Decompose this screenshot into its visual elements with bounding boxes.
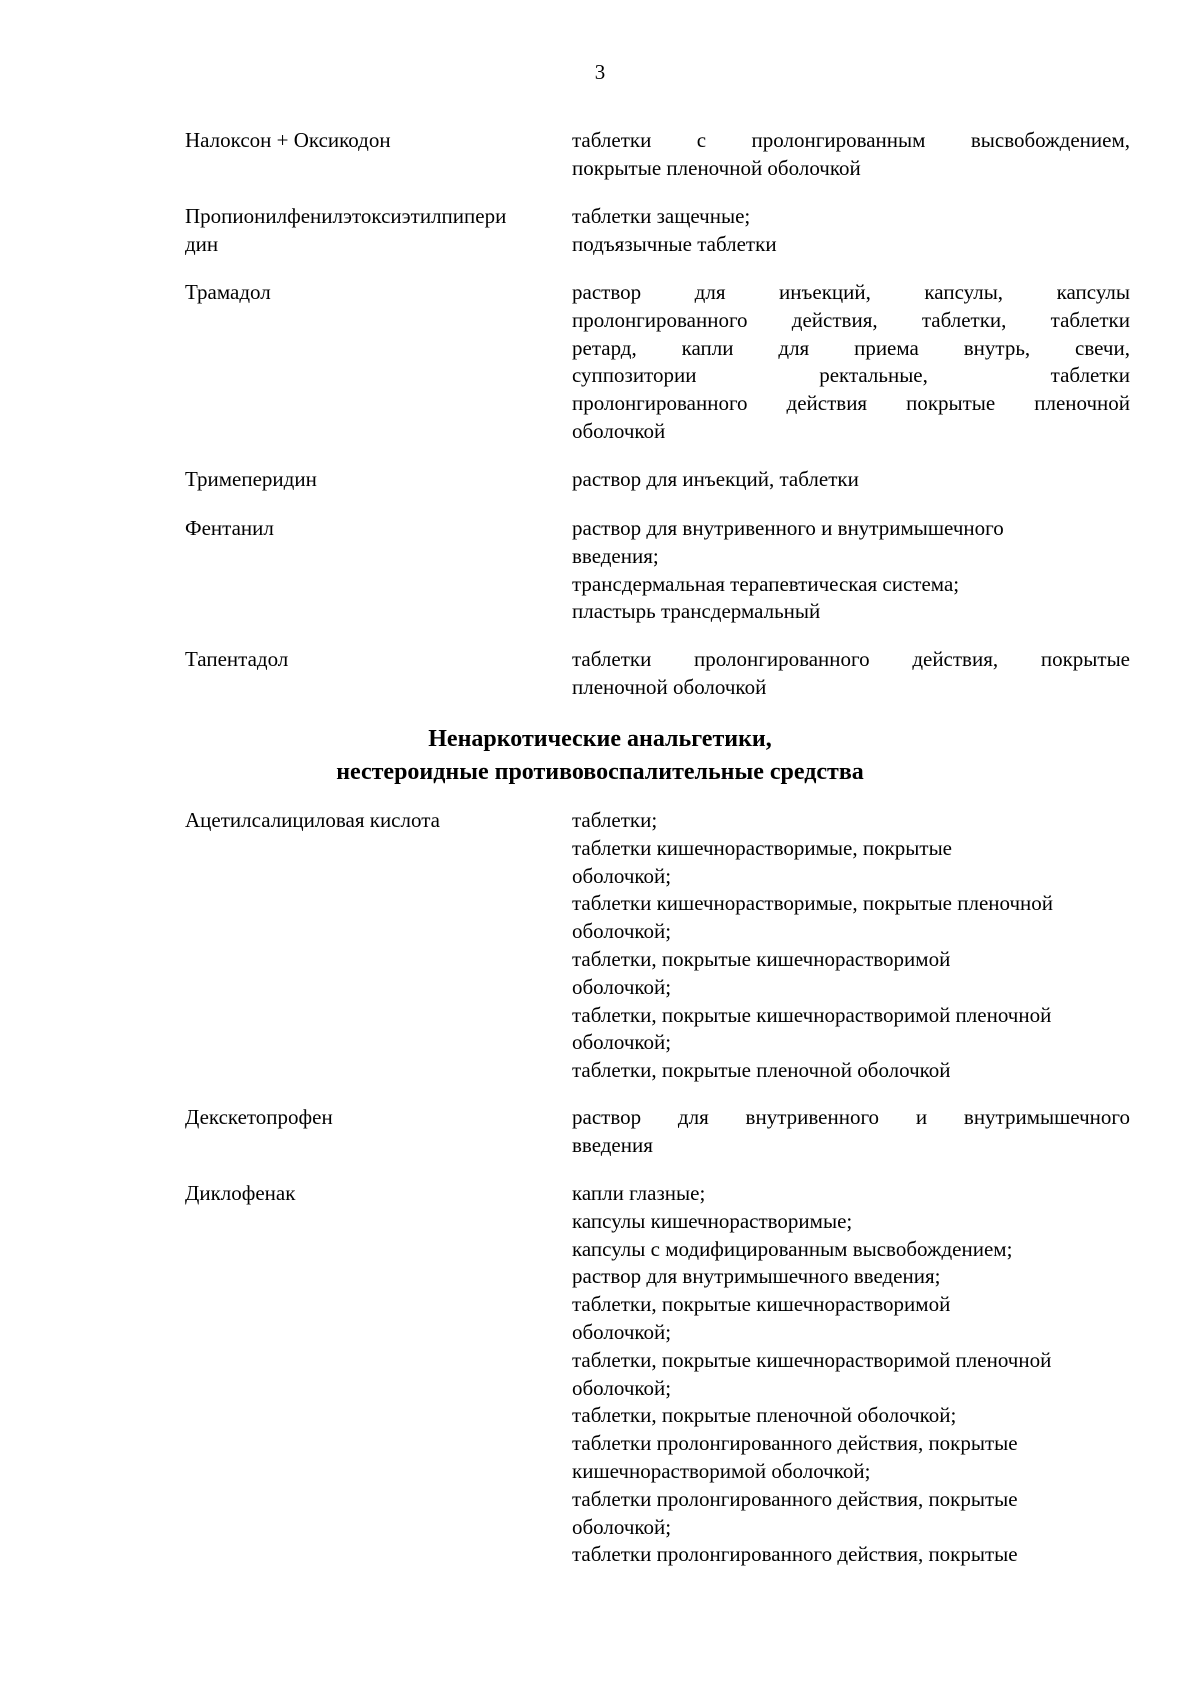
dosage-form-line: трансдермальная терапевтическая система; xyxy=(572,571,960,596)
drug-entry-fentanyl xyxy=(185,515,1130,627)
dosage-forms xyxy=(572,515,1130,626)
page-number: 3 xyxy=(594,60,606,84)
dosage-form-line: капсулы с модифицированным высвобождением; xyxy=(572,1236,1013,1261)
dosage-form-line: капли глазные; xyxy=(572,1181,706,1205)
dosage-form-line: капсулы кишечнорастворимые; xyxy=(572,1208,853,1233)
drug-name-line: Тапентадол xyxy=(185,647,289,671)
dosage-form-line: таблетки кишечнорастворимые, покрытые xyxy=(572,835,952,860)
drug-name xyxy=(185,515,555,543)
dosage-form-line: оболочкой; xyxy=(572,1319,672,1344)
dosage-forms xyxy=(572,203,1130,259)
drug-name-line: Диклофенак xyxy=(185,1181,296,1205)
drug-name xyxy=(185,203,555,259)
dosage-form-line: таблетки, покрытые пленочной оболочкой; xyxy=(572,1403,957,1428)
dosage-form-line: таблетки, покрытые кишечнорастворимой пленочной xyxy=(572,1347,1052,1372)
dosage-form-line: таблетки с пролонгированным высвобождением, xyxy=(572,128,1130,152)
dosage-forms xyxy=(572,466,1130,494)
dosage-form-line: таблетки, покрытые кишечнорастворимой xyxy=(572,946,951,971)
dosage-form-line: покрытые пленочной оболочкой xyxy=(572,155,861,180)
drug-entry-propionylphenylethoxyethylpiperidine xyxy=(185,203,1130,259)
dosage-form-line: раствор для внутривенного и внутримышечного xyxy=(572,516,1004,540)
dosage-form-line: оболочкой; xyxy=(572,1030,672,1055)
drug-name-line: Фентанил xyxy=(185,516,274,540)
dosage-form-line: раствор для инъекций, таблетки xyxy=(572,467,859,491)
dosage-form-line: введения xyxy=(572,1132,653,1157)
drug-name xyxy=(185,1180,555,1208)
dosage-form-line: суппозитории ректальные, таблетки xyxy=(572,363,1130,388)
drug-entry-dexketoprofen xyxy=(185,1104,1130,1160)
drug-entry-tramadol xyxy=(185,279,1130,446)
dosage-form-line: ретард, капли для приема внутрь, свечи, xyxy=(572,335,1130,360)
drug-entry-trimeperidine xyxy=(185,466,1130,494)
dosage-form-line: подъязычные таблетки xyxy=(572,231,777,256)
dosage-form-line: таблетки, покрытые кишечнорастворимой пленочной xyxy=(572,1002,1052,1027)
dosage-form-line: кишечнорастворимой оболочкой; xyxy=(572,1458,871,1483)
dosage-form-line: таблетки пролонгированного действия, покрытые xyxy=(572,1542,1018,1567)
section-heading-line: нестероидные противовоспалительные средства xyxy=(336,759,864,785)
dosage-form-line: оболочкой; xyxy=(572,1514,672,1539)
drug-name-line: Пропионилфенилэтоксиэтилпипери xyxy=(185,204,507,228)
dosage-form-line: оболочкой; xyxy=(572,863,672,888)
drug-name-line: дин xyxy=(185,231,219,256)
dosage-form-line: оболочкой; xyxy=(572,1375,672,1400)
dosage-form-line: оболочкой; xyxy=(572,919,672,944)
dosage-form-line: таблетки пролонгированного действия, покрытые xyxy=(572,1486,1018,1511)
dosage-forms xyxy=(572,807,1130,1085)
dosage-form-line: пролонгированного действия, таблетки, таблетки xyxy=(572,307,1130,332)
dosage-form-line: таблетки кишечнорастворимые, покрытые пленочной xyxy=(572,891,1054,916)
dosage-form-line: оболочкой; xyxy=(572,974,672,999)
section-heading-line: Ненаркотические анальгетики, xyxy=(428,726,772,752)
drug-name xyxy=(185,466,555,494)
drug-name-line: Налоксон + Оксикодон xyxy=(185,128,391,152)
dosage-forms xyxy=(572,1104,1130,1160)
dosage-form-line: раствор для внутривенного и внутримышечного xyxy=(572,1105,1130,1129)
dosage-forms xyxy=(572,279,1130,446)
dosage-form-line: пленочной оболочкой xyxy=(572,674,767,699)
drug-name xyxy=(185,646,555,674)
dosage-form-line: пластырь трансдермальный xyxy=(572,599,821,624)
dosage-form-line: раствор для инъекций, капсулы, капсулы xyxy=(572,280,1130,304)
dosage-forms xyxy=(572,1180,1130,1569)
drug-entry-diclofenac xyxy=(185,1180,1130,1570)
dosage-form-line: таблетки, покрытые пленочной оболочкой xyxy=(572,1058,951,1083)
dosage-forms xyxy=(572,127,1130,183)
drug-entry-tapentadol xyxy=(185,646,1130,702)
drug-name xyxy=(185,127,555,155)
dosage-form-line: таблетки пролонгированного действия, покрытые xyxy=(572,1431,1018,1456)
drug-name-line: Трамадол xyxy=(185,280,271,304)
drug-name xyxy=(185,807,555,835)
drug-name-line: Декскетопрофен xyxy=(185,1105,333,1129)
dosage-form-line: оболочкой xyxy=(572,418,666,443)
drug-name xyxy=(185,1104,555,1132)
dosage-form-line: таблетки; xyxy=(572,808,658,832)
dosage-form-line: пролонгированного действия покрытые пленочной xyxy=(572,391,1130,416)
dosage-form-line: таблетки пролонгированного действия, покрытые xyxy=(572,647,1130,671)
drug-entry-acetylsalicylic-acid xyxy=(185,807,1130,1085)
drug-name xyxy=(185,279,555,307)
drug-entry-naloxone-oxycodone xyxy=(185,127,1130,183)
section-heading xyxy=(0,723,1200,789)
drug-name-line: Тримеперидин xyxy=(185,467,317,491)
dosage-form-line: введения; xyxy=(572,543,659,568)
dosage-form-line: таблетки защечные; xyxy=(572,204,751,228)
dosage-form-line: раствор для внутримышечного введения; xyxy=(572,1264,941,1289)
drug-name-line: Ацетилсалициловая кислота xyxy=(185,808,440,832)
dosage-form-line: таблетки, покрытые кишечнорастворимой xyxy=(572,1292,951,1317)
dosage-forms xyxy=(572,646,1130,702)
